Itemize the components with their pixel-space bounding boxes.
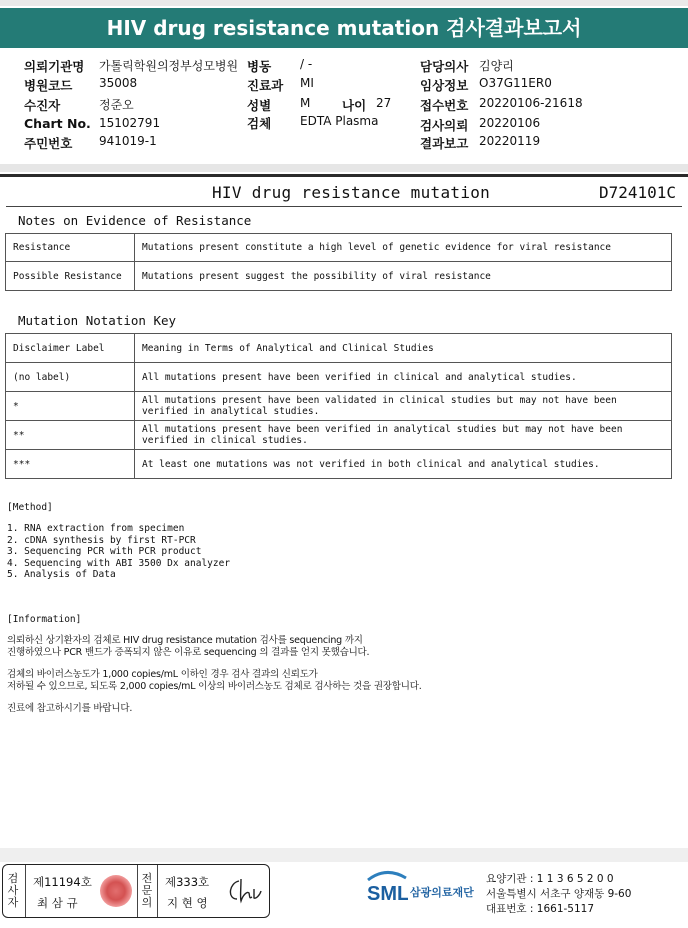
institution-value: 가톨릭학원의정부성모병원 [99, 59, 239, 73]
method-item: 3. Sequencing PCR with PCR product [7, 546, 202, 557]
evidence-text: Mutations present suggest the possibility of viral resistance [135, 262, 672, 291]
notation-label: *** [6, 450, 135, 479]
patient-value: 정준오 [99, 98, 134, 112]
signature-box [2, 864, 270, 918]
specialist-license: 제333호 [165, 875, 210, 889]
rrn-value: 941019-1 [99, 134, 157, 148]
chart-value: 15102791 [99, 116, 161, 130]
doctor-label: 담당의사 [420, 59, 469, 74]
evidence-text: Mutations present constitute a high level of genetic evidence for viral resistance [135, 234, 672, 262]
handwritten-signature [225, 877, 263, 905]
doctor-value: 김양리 [479, 59, 514, 73]
table-row [6, 450, 672, 479]
receipt-label: 접수번호 [420, 98, 469, 113]
table-header-row [6, 334, 672, 363]
divider [25, 865, 26, 917]
notation-header-label: Disclaimer Label [6, 334, 135, 363]
table-row [6, 262, 672, 291]
method-item: 4. Sequencing with ABI 3500 Dx analyzer [7, 557, 231, 569]
notation-table [5, 333, 672, 479]
information-text: 의뢰하신 상기환자의 검체로 HIV drug resistance mutation 검사를 sequencing 까지 [7, 635, 363, 646]
rrn-label: 주민번호 [24, 136, 73, 151]
footer-info [486, 872, 631, 917]
institution-code: 요양기관 : 1 1 3 6 5 2 0 0 [486, 873, 614, 885]
specimen-label: 검체 [247, 116, 272, 131]
foundation-name: 삼광의료재단 [410, 886, 474, 899]
dept-value: MI [300, 76, 314, 90]
divider [137, 865, 138, 917]
table-row [6, 421, 672, 450]
notation-text: At least one mutations was not verified in both clinical and analytical studies. [135, 450, 672, 479]
information-text: 검체의 바이러스농도가 1,000 copies/mL 이하인 경우 검사 결과의 신뢰도가 [7, 669, 318, 680]
clinical-label: 임상정보 [420, 78, 469, 93]
phone: 대표번호 : 1661-5117 [486, 903, 595, 915]
divider [157, 865, 158, 917]
method-item: 2. cDNA synthesis by first RT-PCR [7, 534, 196, 546]
chart-label: Chart No. [24, 116, 91, 131]
notation-heading: Mutation Notation Key [18, 313, 177, 328]
sml-logo [366, 870, 474, 910]
notation-text: All mutations present have been verified in clinical and analytical studies. [135, 363, 672, 392]
evidence-label: Resistance [6, 234, 135, 262]
notation-text: All mutations present have been validated in clinical studies but may not have been verified in analytical studies. [135, 392, 672, 421]
separator-band [0, 164, 688, 172]
patient-info [0, 52, 688, 164]
notation-text: All mutations present have been verified in analytical studies but may not have been verified in clinical studies. [135, 421, 672, 450]
institution-label: 의뢰기관명 [24, 59, 85, 74]
report-date-label: 결과보고 [420, 136, 469, 151]
method-item: 5. Analysis of Data [7, 569, 116, 580]
information-text: 진행하였으나 PCR 밴드가 증폭되지 않은 이유로 sequencing 의 결과를 얻지 못했습니다. [7, 647, 370, 658]
dept-label: 진료과 [247, 78, 284, 93]
sex-label: 성별 [247, 98, 272, 113]
seal-stamp [100, 875, 132, 907]
notation-label: (no label) [6, 363, 135, 392]
age-label: 나이 [342, 98, 367, 113]
footer-band [0, 848, 688, 862]
report-title: HIV drug resistance mutation 검사결과보고서 [0, 8, 688, 48]
ward-label: 병동 [247, 59, 272, 74]
test-title: HIV drug resistance mutation [212, 183, 491, 202]
examiner-name: 최 삼 규 [37, 896, 78, 910]
test-code: D724101C [598, 183, 676, 202]
patient-label: 수진자 [24, 98, 61, 113]
report-date-value: 20220119 [479, 134, 541, 148]
specialist-vertical-label: 전문의 [141, 872, 153, 909]
notation-label: ** [6, 421, 135, 450]
information-heading: [Information] [7, 614, 82, 625]
evidence-table [5, 233, 672, 291]
age-value: 27 [376, 96, 392, 110]
method-item: 1. RNA extraction from specimen [7, 523, 185, 534]
sml-logo-icon [366, 870, 408, 906]
table-row [6, 234, 672, 262]
notation-header-text: Meaning in Terms of Analytical and Clinical Studies [135, 334, 672, 363]
method-heading: [Method] [7, 502, 53, 513]
table-row [6, 363, 672, 392]
clinical-value: O37G11ER0 [479, 76, 552, 90]
specialist-name: 지 현 영 [167, 896, 208, 910]
information-text: 저하될 수 있으므로, 되도록 2,000 copies/mL 이상의 바이러스농도 검체로 검사하는 것을 권장합니다. [7, 681, 422, 692]
separator-line [0, 174, 688, 177]
receipt-value: 20220106-21618 [479, 96, 583, 110]
examiner-vertical-label: 검사자 [7, 872, 19, 909]
request-value: 20220106 [479, 116, 541, 130]
ward-value: / - [300, 57, 313, 71]
table-row [6, 392, 672, 421]
sex-value: M [300, 96, 311, 110]
notation-label: * [6, 392, 135, 421]
specimen-value: EDTA Plasma [300, 114, 379, 128]
examiner-license: 제11194호 [33, 875, 92, 889]
evidence-label: Possible Resistance [6, 262, 135, 291]
top-band [0, 0, 688, 6]
hospital-code-value: 35008 [99, 76, 138, 90]
evidence-heading: Notes on Evidence of Resistance [18, 213, 252, 228]
hospital-code-label: 병원코드 [24, 78, 73, 93]
request-label: 검사의뢰 [420, 118, 469, 133]
information-text: 진료에 참고하시기를 바랍니다. [7, 703, 133, 714]
sml-text: SML [367, 883, 408, 905]
address: 서울특별시 서초구 양재동 9-60 [486, 888, 632, 900]
title-underline [6, 206, 682, 207]
